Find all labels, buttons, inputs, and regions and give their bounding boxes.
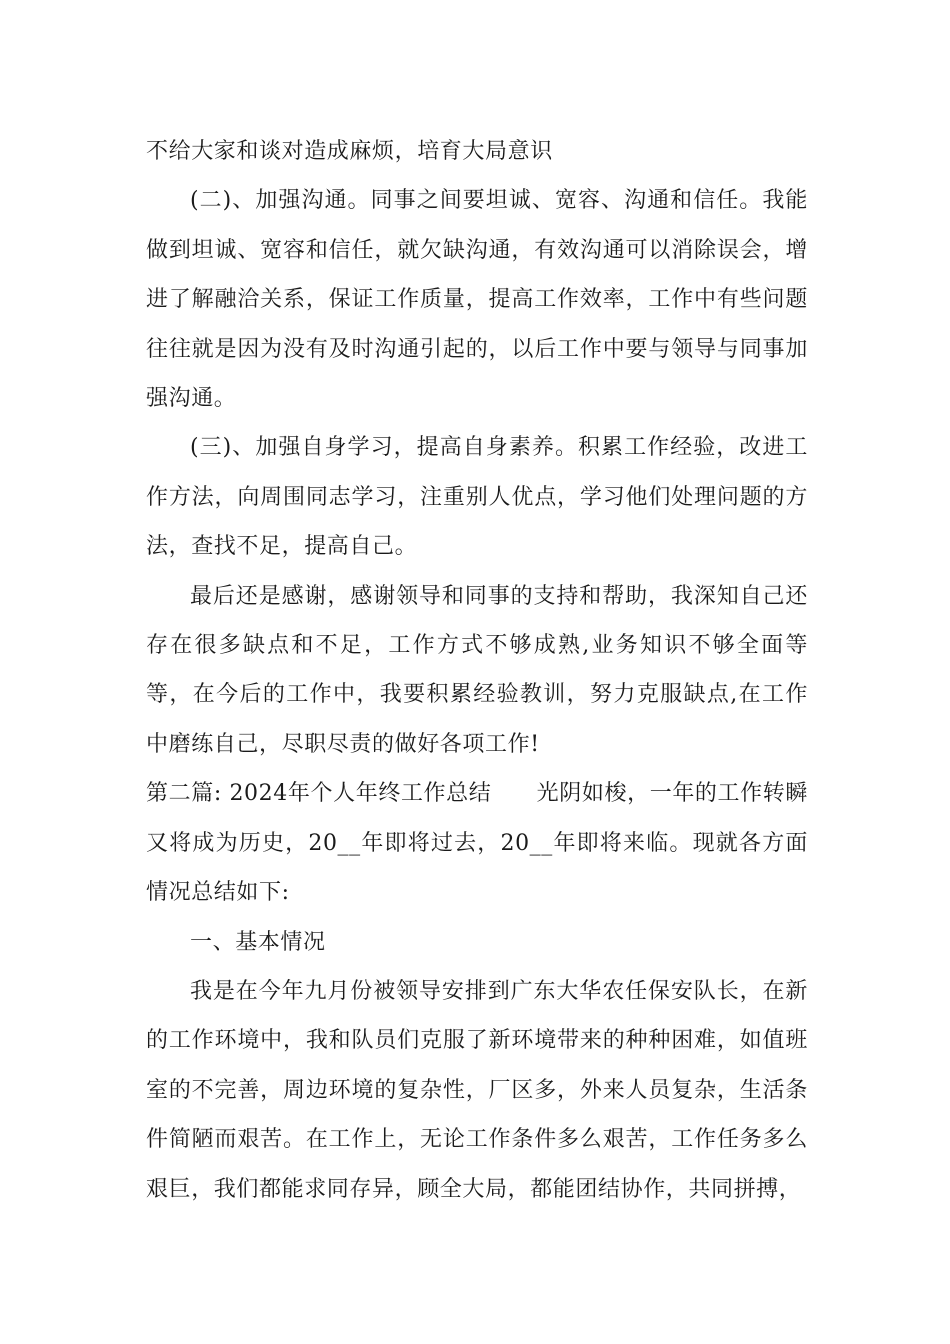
paragraph-communication: (二)、加强沟通。同事之间要坦诚、宽容、沟通和信任。我能做到坦诚、宽容和信任，就欠缺沟通，有效沟通可以消除误会，增进了解融洽关系，保证工作质量，提高工作效率，工作中有些问题往往就是因为没有及时沟通引起的，以后工作中要与领导与同事加强沟通。 xyxy=(146,188,808,412)
paragraph-basic-situation: 我是在今年九月份被领导安排到广东大华农任保安队长，在新的工作环境中，我和队员们克服了新环境带来的种种困难，如值班室的不完善，周边环境的复杂性，厂区多，外来人员复杂，生活条件简陋而艰苦。在工作上，无论工作条件多么艰苦，工作任务多么艰巨，我们都能求同存异，顾全大局，都能团结协作，共同拼搏， xyxy=(146,978,808,1202)
paragraph-self-study: (三)、加强自身学习，提高自身素养。积累工作经验，改进工作方法，向周围同志学习，注重别人优点，学习他们处理问题的方法，查找不足，提高自己。 xyxy=(146,435,808,560)
section-heading-basic: 一、基本情况 xyxy=(190,929,326,955)
body-text xyxy=(146,127,808,1214)
paragraph-thanks: 最后还是感谢，感谢领导和同事的支持和帮助，我深知自己还存在很多缺点和不足，工作方式不够成熟,业务知识不够全面等等，在今后的工作中，我要积累经验教训，努力克服缺点,在工作中磨练自己，尽职尽责的做好各项工作! xyxy=(146,583,808,757)
paragraph-continuation: 不给大家和谈对造成麻烦，培育大局意识 xyxy=(146,139,553,164)
paragraph-second-article: 第二篇: 2024年个人年终工作总结 光阴如梭，一年的工作转瞬又将成为历史，20__年即将过去，20__年即将来临。现就各方面情况总结如下: xyxy=(146,781,808,906)
